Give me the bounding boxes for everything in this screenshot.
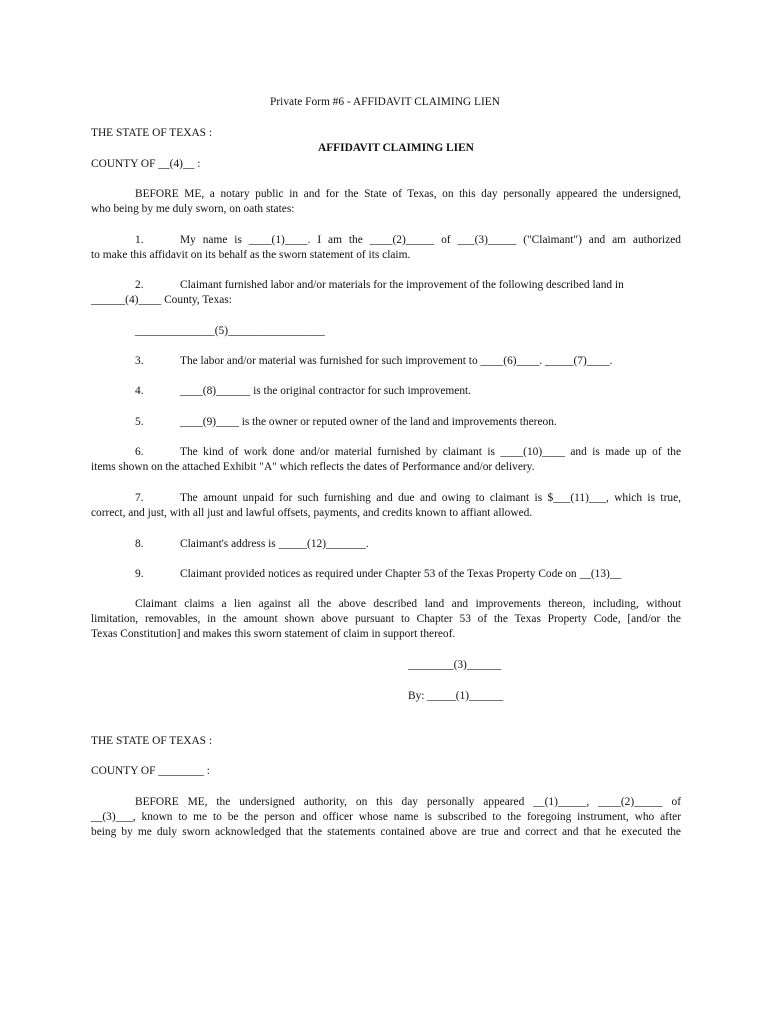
form-title: Private Form #6 - AFFIDAVIT CLAIMING LIEN [270,96,500,108]
county-line-2: COUNTY OF ________ : [91,765,210,777]
paragraph-6-line-2: items shown on the attached Exhibit "A" which reflects the dates of Performance and/or delivery. [91,461,535,473]
paragraph-6-line-1 [91,445,681,460]
paragraph-4-text: ____(8)______ is the original contractor for such improvement. [180,385,472,397]
paragraph-2-number: 2. [135,279,144,291]
acknowledgment-line-3: being by me duly sworn acknowledged that the statements contained above are true and correct and that he executed the [91,826,681,838]
paragraph-3-number: 3. [135,355,144,367]
by-signature-line: By: _____(1)______ [408,690,504,702]
paragraph-7-line-2: correct, and just, with all just and lawful offsets, payments, and credits known to affiant allowed. [91,507,533,519]
paragraph-5-number: 5. [135,416,144,428]
paragraph-4-number: 4. [135,385,144,397]
document-title: AFFIDAVIT CLAIMING LIEN [318,142,474,154]
paragraph-2-line-1 [91,278,681,293]
claim-line-2: limitation, removables, in the amount shown above pursuant to Chapter 53 of the Texas Property Code, [and/or the [91,613,681,625]
paragraph-3-text: The labor and/or material was furnished for such improvement to ____(6)____. _____(7)____. [180,355,613,367]
intro-line-2: who being by me duly sworn, on oath states: [91,203,295,215]
paragraph-6-text: The kind of work done and/or material furnished by claimant is ____(10)____ and is made up of the [180,446,681,458]
acknowledgment-line-2: __(3)___, known to me to be the person and officer whose name is subscribed to the foregoing instrument, who after [91,811,681,823]
state-line-2: THE STATE OF TEXAS : [91,735,213,747]
paragraph-7-line-1 [91,491,681,506]
paragraph-8 [91,537,681,552]
acknowledgment-line-1: BEFORE ME, the undersigned authority, on this day personally appeared __(1)_____, ____(2)_____ of [135,796,681,808]
paragraph-5 [91,415,681,430]
paragraph-6-number: 6. [135,446,144,458]
claim-line-1: Claimant claims a lien against all the above described land and improvements thereon, including, without [135,598,681,610]
paragraph-1-line-2: to make this affidavit on its behalf as the sworn statement of its claim. [91,249,411,261]
legal-description-field: ______________(5)_________________ [135,325,325,337]
county-line: COUNTY OF __(4)__ : [91,158,201,170]
paragraph-4 [91,384,681,399]
claimant-signature-line: ________(3)______ [408,659,502,671]
intro-line-1: BEFORE ME, a notary public in and for the State of Texas, on this day personally appeared the undersigned, [135,188,681,200]
paragraph-8-text: Claimant's address is _____(12)_______. [180,538,369,550]
paragraph-7-text: The amount unpaid for such furnishing and due and owing to claimant is $___(11)___, which is true, [180,492,681,504]
claim-line-3: Texas Constitution] and makes this sworn statement of claim in support thereof. [91,628,456,640]
paragraph-3 [91,354,681,369]
paragraph-8-number: 8. [135,538,144,550]
paragraph-9 [91,567,681,582]
paragraph-1-text: My name is ____(1)____. I am the ____(2)_____ of ___(3)_____ ("Claimant") and am authorized [180,234,681,246]
paragraph-1-number: 1. [135,234,144,246]
paragraph-5-text: ____(9)____ is the owner or reputed owner of the land and improvements thereon. [180,416,557,428]
state-line: THE STATE OF TEXAS : [91,127,213,139]
paragraph-2-text: Claimant furnished labor and/or materials for the improvement of the following described land in [180,279,624,291]
paragraph-2-line-2: ______(4)____ County, Texas: [91,294,232,306]
paragraph-9-number: 9. [135,568,144,580]
paragraph-7-number: 7. [135,492,144,504]
paragraph-1-line-1 [91,233,681,248]
paragraph-9-text: Claimant provided notices as required under Chapter 53 of the Texas Property Code on __(13)__ [180,568,622,580]
